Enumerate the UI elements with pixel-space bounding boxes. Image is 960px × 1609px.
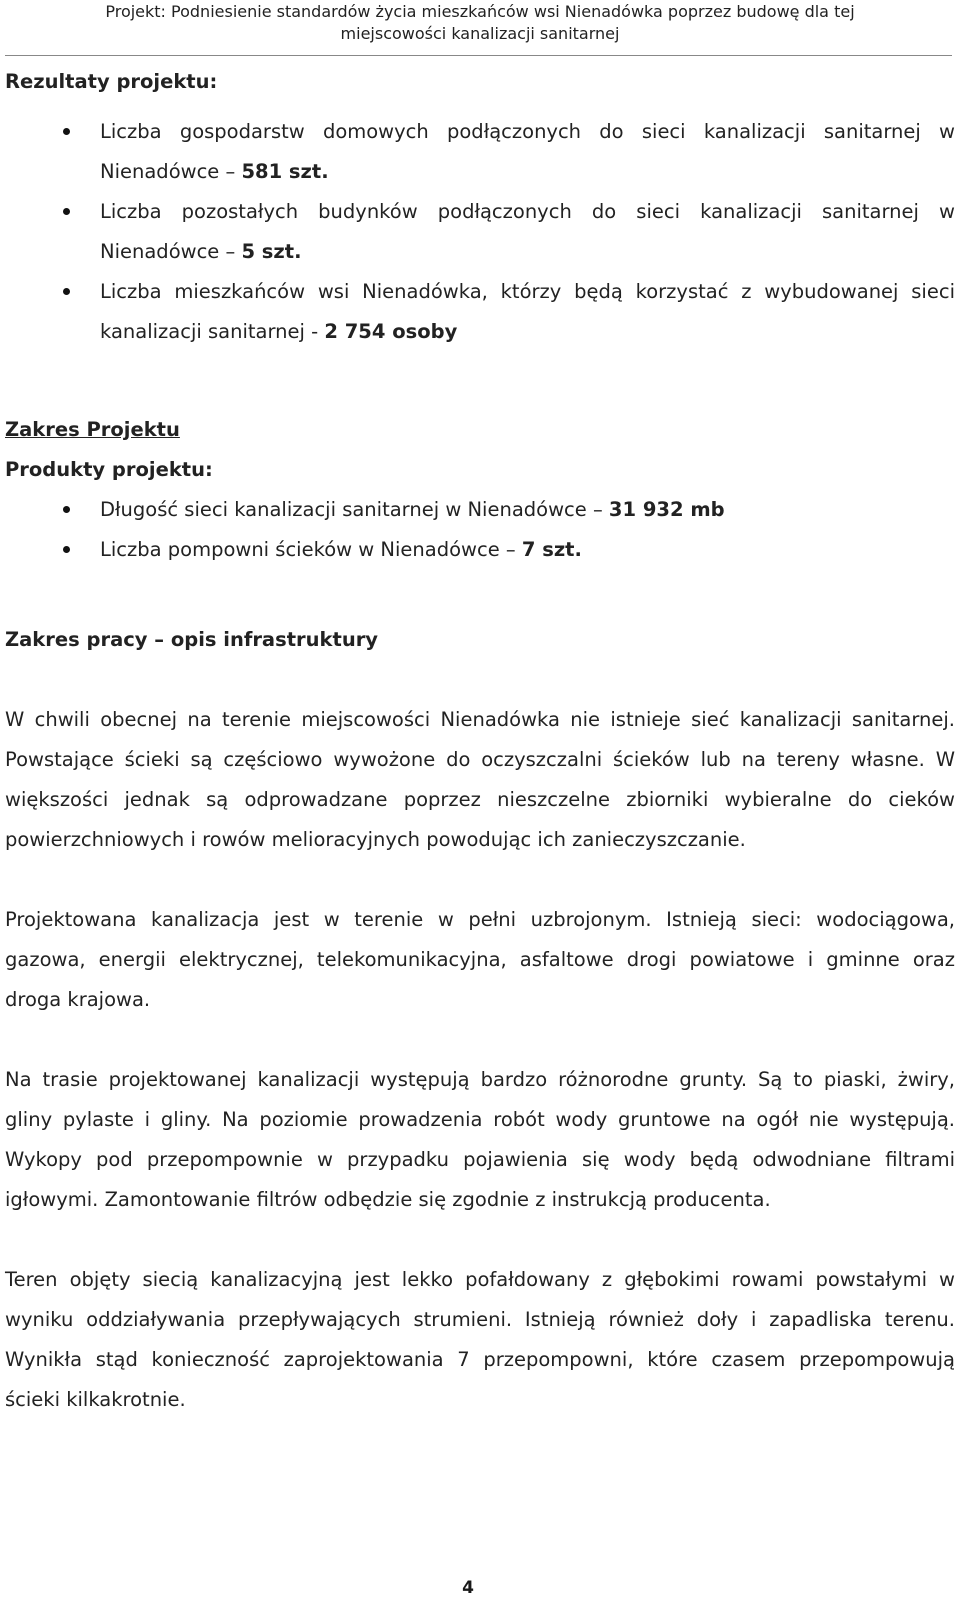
bullet-icon <box>63 208 70 215</box>
product-text: Długość sieci kanalizacji sanitarnej w Nienadówce – <box>100 498 609 521</box>
bullet-icon <box>63 128 70 135</box>
product-value: 7 szt. <box>521 538 582 561</box>
result-value: 5 szt. <box>241 240 302 263</box>
product-text: Liczba pompowni ścieków w Nienadówce – <box>100 538 522 561</box>
results-heading: Rezultaty projektu: <box>5 70 218 93</box>
list-item <box>5 530 955 570</box>
work-paragraph: W chwili obecnej na terenie miejscowości Nienadówka nie istnieje sieć kanalizacji sanitarnej. Powstające ścieki są częściowo wywożone do oczyszczalni ścieków lub na tereny własne. W większości jednak są odprowadzane poprzez nieszczelne zbiorniki wybieralne do cieków powierzchniowych i rowów melioracyjnych powodując ich zanieczyszczanie. <box>5 708 955 851</box>
result-value: 581 szt. <box>241 160 329 183</box>
list-item <box>5 192 955 272</box>
page-number: 4 <box>462 1578 474 1598</box>
page-header <box>0 0 960 45</box>
header-divider <box>5 55 952 56</box>
bullet-icon <box>63 288 70 295</box>
result-text: Liczba pozostałych budynków podłączonych do sieci kanalizacji sanitarnej w Nienadówce – <box>100 200 955 263</box>
bullet-icon <box>63 506 70 513</box>
scope-section <box>5 410 955 570</box>
product-value: 31 932 mb <box>608 498 725 521</box>
work-section <box>5 620 955 1420</box>
list-item <box>5 112 955 192</box>
work-heading: Zakres pracy – opis infrastruktury <box>5 628 379 651</box>
bullet-icon <box>63 546 70 553</box>
results-section <box>5 62 955 352</box>
results-list <box>5 112 955 352</box>
header-line-1: Projekt: Podniesienie standardów życia mieszkańców wsi Nienadówka poprzez budowę dla tej <box>105 2 855 21</box>
list-item <box>5 272 955 352</box>
products-heading: Produkty projektu: <box>5 458 213 481</box>
work-paragraph: Projektowana kanalizacja jest w terenie w pełni uzbrojonym. Istnieją sieci: wodociągowa, gazowa, energii elektrycznej, telekomunikacyjna, asfaltowe drogi powiatowe i gminne oraz droga krajowa. <box>5 908 955 1011</box>
products-list <box>5 490 955 570</box>
result-text: Liczba gospodarstw domowych podłączonych do sieci kanalizacji sanitarnej w Nienadówce – <box>100 120 955 183</box>
work-paragraph: Na trasie projektowanej kanalizacji występują bardzo różnorodne grunty. Są to piaski, żwiry, gliny pylaste i gliny. Na poziomie prowadzenia robót wody gruntowe na ogół nie występują. Wykopy pod przepompownie w przypadku pojawienia się wody będą odwodniane filtrami igłowymi. Zamontowanie filtrów odbędzie się zgodnie z instrukcją producenta. <box>5 1068 955 1211</box>
list-item <box>5 490 955 530</box>
result-value: 2 754 osoby <box>324 320 458 343</box>
scope-heading: Zakres Projektu <box>5 418 180 441</box>
header-line-2: miejscowości kanalizacji sanitarnej <box>340 24 620 43</box>
work-paragraph: Teren objęty siecią kanalizacyjną jest lekko pofałdowany z głębokimi rowami powstałymi w wyniku oddziaływania przepływających strumieni. Istnieją również doły i zapadliska terenu. Wynikła stąd konieczność zaprojektowania 7 przepompowni, które czasem przepompowują ścieki kilkakrotnie. <box>5 1268 955 1411</box>
result-text: Liczba mieszkańców wsi Nienadówka, którzy będą korzystać z wybudowanej sieci kanalizacji sanitarnej - <box>100 280 955 343</box>
